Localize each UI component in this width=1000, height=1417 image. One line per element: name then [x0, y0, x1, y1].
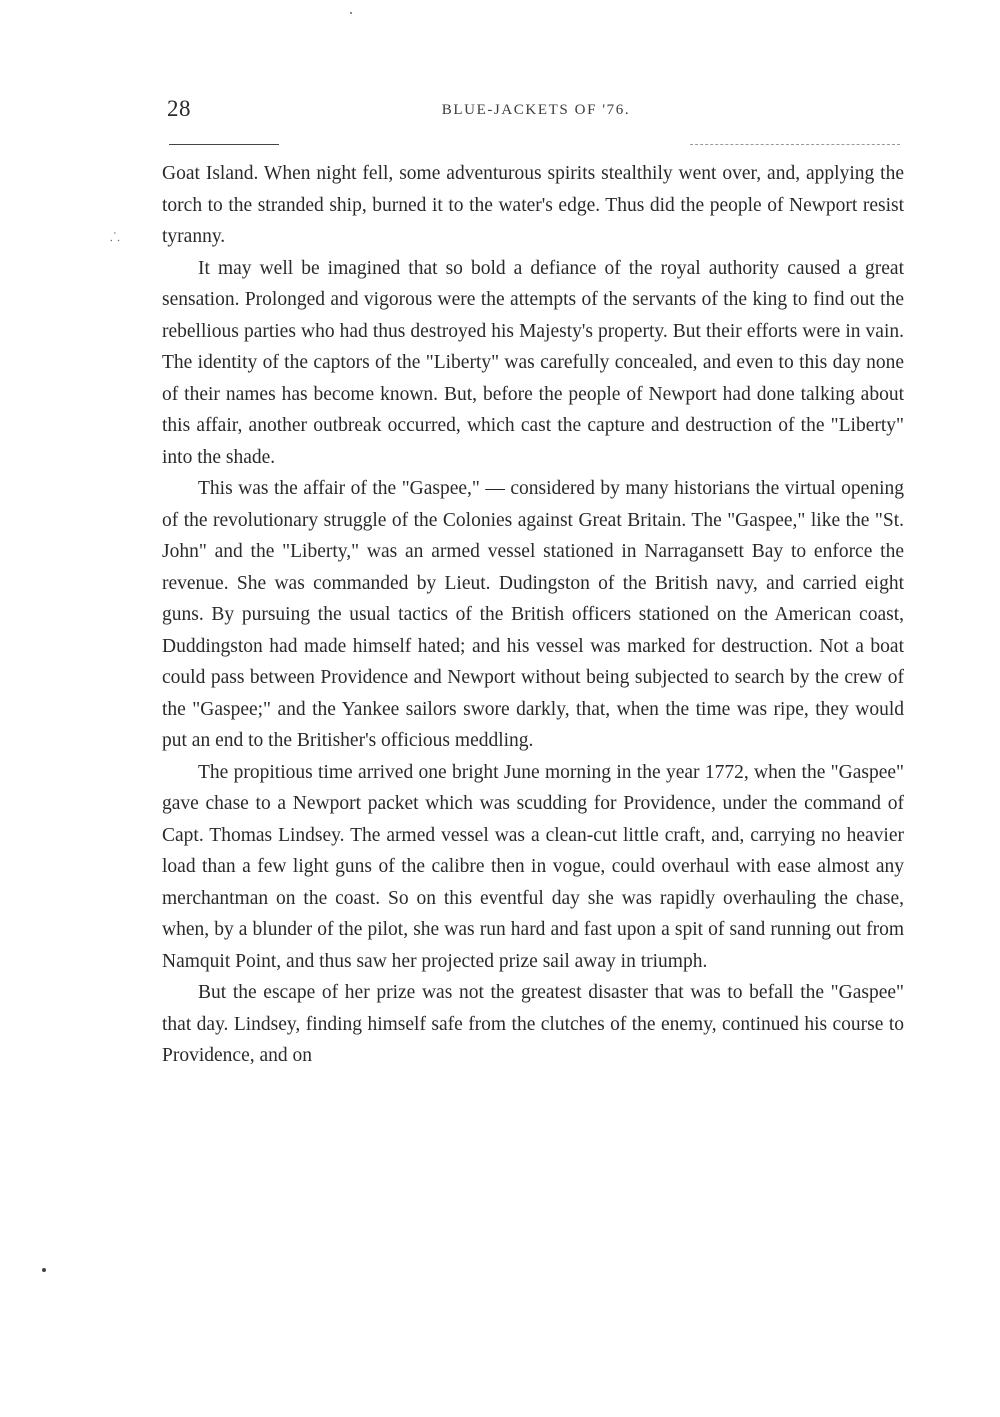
header-rule-right — [690, 144, 900, 145]
margin-dot — [42, 1268, 46, 1272]
paragraph: This was the affair of the "Gaspee," — considered by many historians the virtual opening of the revolutionary struggle of the Colonies against Great Britain. The "Gaspee," like the "St. John" and the "Liberty," was an armed vessel stationed in Narragansett Bay to enforce the revenue. She was commanded by Lieut. Dudingston of the British navy, and carried eight guns. By pursuing the usual tactics of the British officers stationed on the American coast, Duddingston had made himself hated; and his vessel was marked for destruction. Not a boat could pass between Providence and Newport without being subjected to search by the crew of the "Gaspee;" and the Yankee sailors swore darkly, that, when the time was ripe, they would put an end to the Britisher's officious meddling. — [162, 478, 904, 751]
paragraph: The propitious time arrived one bright June morning in the year 1772, when the "Gaspee" gave chase to a Newport packet which was scudding for Providence, under the command of Capt. Thomas Lindsey. The armed vessel was a clean-cut little craft, and, carrying no heavier load than a few light guns of the calibre then in vogue, could overhaul with ease almost any merchantman on the coast. So on this eventful day she was rapidly overhauling the chase, when, by a blunder of the pilot, she was run hard and fast upon a spit of sand running out from Namquit Point, and thus saw her projected prize sail away in triumph. — [162, 761, 904, 972]
paragraph: It may well be imagined that so bold a defiance of the royal authority caused a great sensation. Prolonged and vigorous were the attempts of the servants of the king to find out the rebellious parties who had thus destroyed his Majesty's property. But their efforts were in vain. The identity of the captors of the "Liberty" was carefully concealed, and even to this day none of their names has become known. But, before the people of Newport had done talking about this affair, another outbreak occurred, which cast the capture and destruction of the "Liberty" into the shade. — [162, 257, 904, 468]
page-header — [167, 96, 905, 132]
margin-mark: ⸫ — [110, 230, 120, 244]
header-rule-left — [169, 144, 279, 145]
running-head: BLUE-JACKETS OF '76. — [441, 102, 631, 118]
paragraph: Goat Island. When night fell, some adventurous spirits stealthily went over, and, applying the torch to the stranded ship, burned it to the water's edge. Thus did the people of Newport resist tyranny. — [162, 163, 904, 247]
paragraph: But the escape of her prize was not the greatest disaster that was to befall the "Gaspee" that day. Lindsey, finding himself safe from the clutches of the enemy, continued his course to Providence, and on — [162, 982, 904, 1066]
page-number: 28 — [167, 96, 191, 121]
scan-speck — [350, 12, 352, 14]
body-text — [162, 158, 904, 1072]
